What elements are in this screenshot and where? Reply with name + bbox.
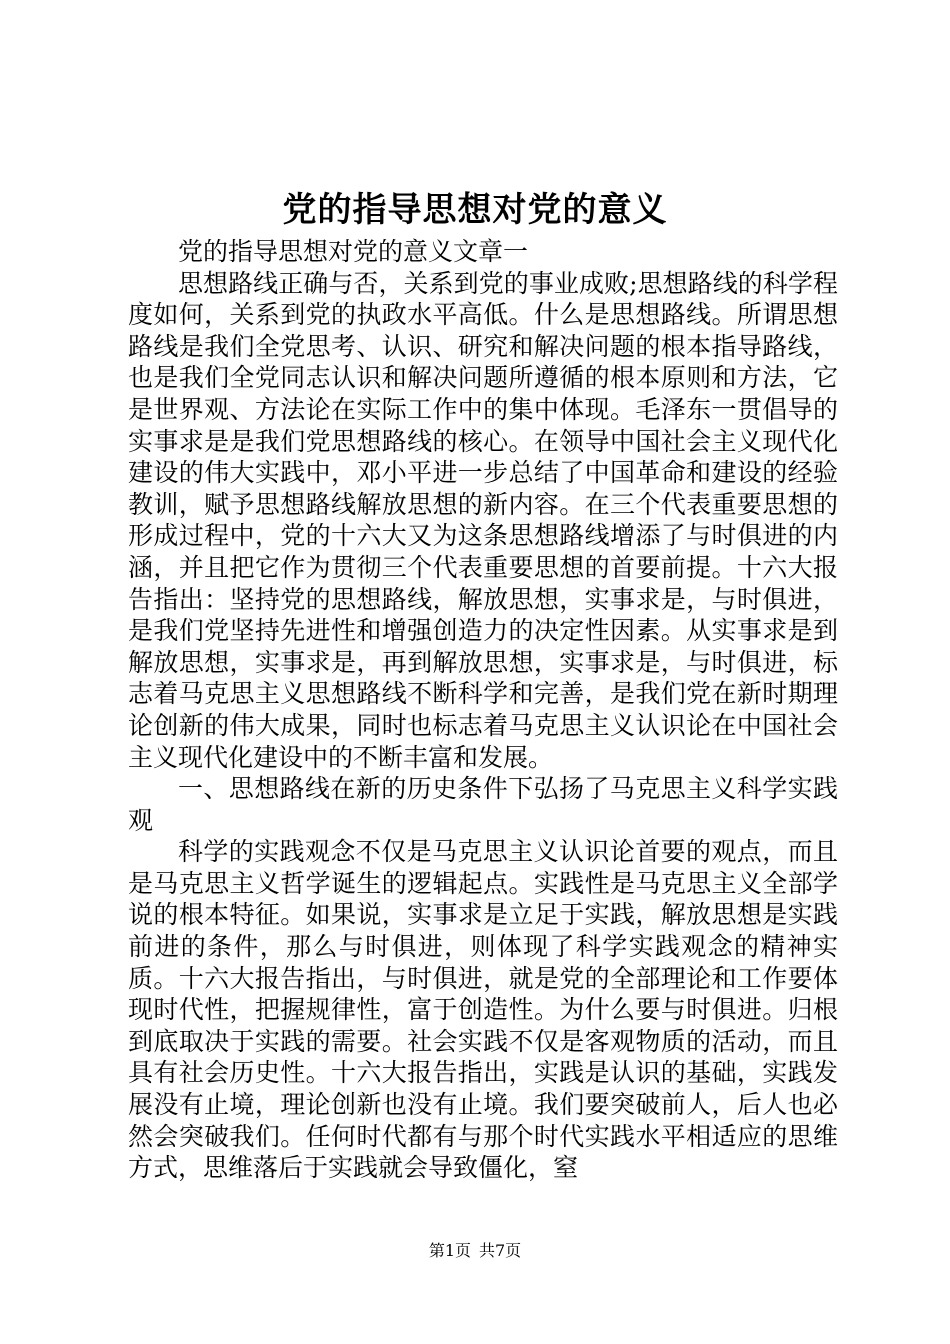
page-footer [0, 1240, 950, 1262]
document-title: 党的指导思想对党的意义 [282, 190, 668, 230]
paragraph-practice: 科学的实践观念不仅是马克思主义认识论首要的观点，而且是马克思主义哲学诞生的逻辑起点。实践性是马克思主义全部学说的根本特征。如果说，实事求是立足于实践，解放思想是实践前进的条件，那么与时俱进，则体现了科学实践观念的精神实质。十六大报告指出，与时俱进，就是党的全部理论和工作要体现时代性，把握规律性，富于创造性。为什么要与时俱进。归根到底取决于实践的需要。社会实践不仅是客观物质的活动，而且具有社会历史性。十六大报告指出，实践是认识的基础，实践发展没有止境，理论创新也没有止境。我们要突破前人，后人也必然会突破我们。任何时代都有与那个时代实践水平相适应的思维方式，思维落后于实践就会导致僵化，窒 [128, 837, 838, 1183]
page-number: 第1页 [428, 1241, 471, 1260]
section-heading-1: 一、思想路线在新的历史条件下弘扬了马克思主义科学实践观 [128, 774, 838, 835]
article-heading: 党的指导思想对党的意义文章一 [178, 237, 529, 266]
paragraph-intro: 思想路线正确与否，关系到党的事业成败;思想路线的科学程度如何，关系到党的执政水平高低。什么是思想路线。所谓思想路线是我们全党思考、认识、研究和解决问题的根本指导路线，也是我们全党同志认识和解决问题所遵循的根本原则和方法，它是世界观、方法论在实际工作中的集中体现。毛泽东一贯倡导的实事求是是我们党思想路线的核心。在领导中国社会主义现代化建设的伟大实践中，邓小平进一步总结了中国革命和建设的经验教训，赋予思想路线解放思想的新内容。在三个代表重要思想的形成过程中，党的十六大又为这条思想路线增添了与时俱进的内涵，并且把它作为贯彻三个代表重要思想的首要前提。十六大报告指出：坚持党的思想路线，解放思想，实事求是，与时俱进，是我们党坚持先进性和增强创造力的决定性因素。从实事求是到解放思想，实事求是，再到解放思想，实事求是，与时俱进，标志着马克思主义思想路线不断科学和完善，是我们党在新时期理论创新的伟大成果，同时也标志着马克思主义认识论在中国社会主义现代化建设中的不断丰富和发展。 [128, 268, 838, 772]
document-body [128, 236, 838, 1184]
page-count: 共7页 [479, 1241, 522, 1260]
